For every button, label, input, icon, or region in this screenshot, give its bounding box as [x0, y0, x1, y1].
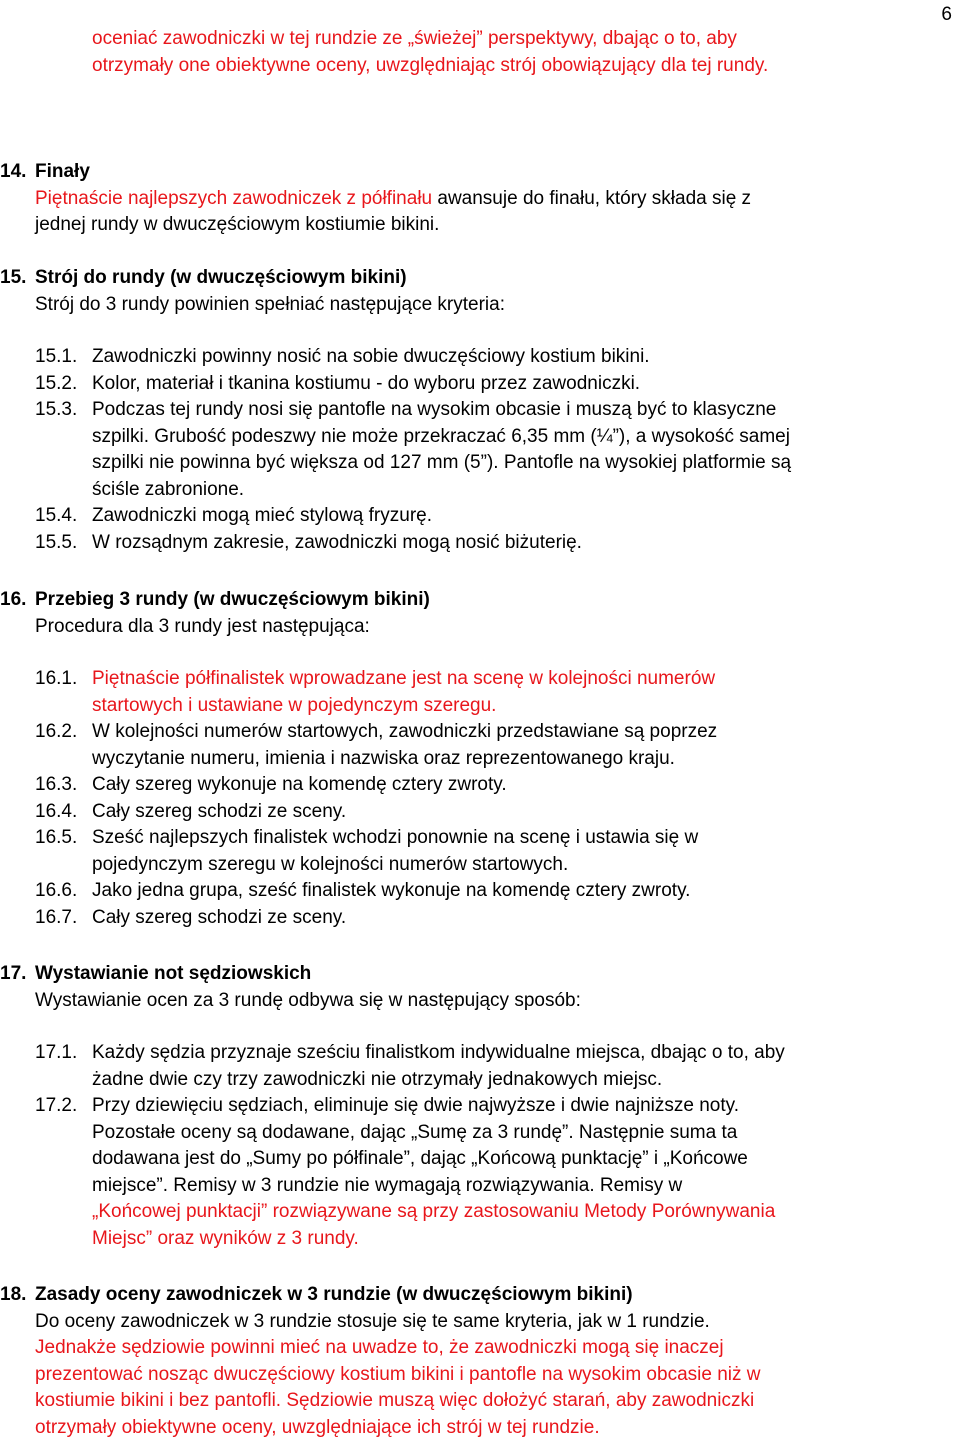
- item-number: 17.2.: [35, 1095, 78, 1116]
- list-item: [35, 1040, 946, 1093]
- intro-paragraph: [92, 26, 946, 79]
- section-14: [0, 159, 946, 239]
- section-number: 15.: [0, 267, 27, 288]
- list-item: [35, 397, 946, 503]
- item-text: Zawodniczki mogą mieć stylową fryzurę.: [92, 505, 432, 526]
- item-text: Miejsc” oraz wyników z 3 rundy.: [92, 1227, 359, 1249]
- section-heading: [0, 265, 946, 292]
- list-item: [35, 825, 946, 878]
- section-text: [35, 186, 946, 213]
- item-text: Piętnaście półfinalistek wprowadzane jest na scenę w kolejności numerów: [92, 668, 716, 689]
- item-number: 16.5.: [35, 827, 78, 848]
- section-number: 18.: [0, 1284, 27, 1305]
- item-text: Zawodniczki powinny nosić na sobie dwuczęściowy kostium bikini.: [92, 346, 650, 367]
- item-number: 16.2.: [35, 721, 78, 742]
- section-text: jednej rundy w dwuczęściowym kostiumie bikini.: [35, 214, 440, 235]
- list-item: [35, 772, 946, 799]
- section-heading: [0, 961, 946, 988]
- item-text: miejsce”. Remisy w 3 rundzie nie wymagają rozwiązywania. Remisy w: [92, 1174, 683, 1196]
- list-item: [35, 503, 946, 530]
- section-title: Wystawianie not sędziowskich: [35, 963, 312, 984]
- section-heading: [0, 587, 946, 614]
- item-text: Pozostałe oceny są dodawane, dając „Sumę za 3 rundę”. Następnie suma ta: [92, 1121, 738, 1143]
- item-number: 15.2.: [35, 372, 78, 394]
- intro-line: otrzymały one obiektywne oceny, uwzględniając strój obowiązujący dla tej rundy.: [92, 54, 769, 76]
- section-15: [0, 265, 946, 556]
- section-heading: [0, 1282, 946, 1309]
- item-text: Jako jedna grupa, sześć finalistek wykonuje na komendę cztery zwroty.: [92, 880, 691, 901]
- list-item: [35, 1093, 946, 1252]
- section-heading: [0, 159, 946, 186]
- item-text: wyczytanie numeru, imienia i nazwiska oraz reprezentowanego kraju.: [92, 747, 675, 769]
- section-text: Jednakże sędziowie powinni mieć na uwadze to, że zawodniczki mogą się inaczej: [35, 1337, 724, 1358]
- item-number: 16.6.: [35, 880, 78, 901]
- item-text: „Końcowej punktacji” rozwiązywane są przy zastosowaniu Metody Porównywania: [92, 1201, 776, 1222]
- item-number: 15.5.: [35, 531, 78, 553]
- item-text: Przy dziewięciu sędziach, eliminuje się dwie najwyższe i dwie najniższe noty.: [92, 1095, 739, 1116]
- item-text: Cały szereg wykonuje na komendę cztery zwroty.: [92, 774, 507, 795]
- section-text: prezentować nosząc dwuczęściowy kostium bikini i pantofle na wysokim obcasie niż w: [35, 1363, 761, 1385]
- section-title: Zasady oceny zawodniczek w 3 rundzie (w dwuczęściowym bikini): [35, 1284, 633, 1305]
- intro-line: oceniać zawodniczki w tej rundzie ze „świeżej” perspektywy, dbając o to, aby: [92, 28, 737, 49]
- section-intro: Do oceny zawodniczek w 3 rundzie stosuje się te same kryteria, jak w 1 rundzie.: [35, 1310, 710, 1332]
- item-text: szpilki nie powinna być większa od 127 mm (5”). Pantofle na wysokiej platformie są: [92, 452, 792, 473]
- list-item: [35, 719, 946, 772]
- item-text: startowych i ustawiane w pojedynczym szeregu.: [92, 694, 497, 716]
- item-text: Każdy sędzia przyznaje sześciu finalistkom indywidualne miejsca, dbając o to, aby: [92, 1042, 785, 1063]
- section-title: Finały: [35, 161, 90, 182]
- list-item: [35, 666, 946, 719]
- section-title: Przebieg 3 rundy (w dwuczęściowym bikini): [35, 589, 430, 610]
- item-text: Podczas tej rundy nosi się pantofle na wysokim obcasie i muszą być to klasyczne: [92, 399, 777, 420]
- list-item: [35, 371, 946, 398]
- item-number: 15.1.: [35, 346, 78, 367]
- item-number: 15.4.: [35, 505, 78, 526]
- list-item: [35, 905, 946, 932]
- item-text: żadne dwie czy trzy zawodniczki nie otrzymały jednakowych miejsc.: [92, 1068, 663, 1090]
- body-text: awansuje do finału, który składa się z: [432, 187, 752, 209]
- section-text: kostiumie bikini i bez pantofli. Sędziowie muszą więc dołożyć starań, aby zawodniczki: [35, 1390, 755, 1411]
- section-number: 14.: [0, 161, 27, 182]
- list-item: [35, 799, 946, 826]
- item-text: W rozsądnym zakresie, zawodniczki mogą nosić biżuterię.: [92, 531, 582, 553]
- item-text: Cały szereg schodzi ze sceny.: [92, 906, 347, 928]
- item-number: 15.3.: [35, 399, 78, 420]
- item-text: pojedynczym szeregu w kolejności numerów startowych.: [92, 853, 569, 875]
- highlight-text: Piętnaście najlepszych zawodniczek z półfinału: [35, 187, 433, 209]
- item-number: 17.1.: [35, 1042, 78, 1063]
- section-18: [0, 1282, 946, 1441]
- item-text: Sześć najlepszych finalistek wchodzi ponownie na scenę i ustawia się w: [92, 827, 699, 848]
- section-17: [0, 961, 946, 1252]
- section-intro: Procedura dla 3 rundy jest następująca:: [35, 615, 370, 637]
- item-text: szpilki. Grubość podeszwy nie może przekraczać 6,35 mm (¼”), a wysokość samej: [92, 425, 790, 447]
- item-number: 16.3.: [35, 774, 78, 795]
- section-16: [0, 587, 946, 931]
- page-number: 6: [941, 4, 952, 25]
- item-number: 16.4.: [35, 800, 78, 822]
- item-text: Kolor, materiał i tkanina kostiumu - do wyboru przez zawodniczki.: [92, 372, 641, 394]
- section-number: 16.: [0, 589, 27, 610]
- section-number: 17.: [0, 963, 27, 984]
- list-item: [35, 344, 946, 371]
- item-number: 16.7.: [35, 906, 78, 928]
- item-text: ściśle zabronione.: [92, 478, 245, 500]
- list-item: [35, 530, 946, 557]
- section-title: Strój do rundy (w dwuczęściowym bikini): [35, 267, 407, 288]
- item-number: 16.1.: [35, 668, 78, 689]
- section-intro: Wystawianie ocen za 3 rundę odbywa się w następujący sposób:: [35, 989, 581, 1011]
- item-text: dodawana jest do „Sumy po półfinale”, dając „Końcową punktację” i „Końcowe: [92, 1148, 748, 1169]
- item-text: Cały szereg schodzi ze sceny.: [92, 800, 347, 822]
- item-text: W kolejności numerów startowych, zawodniczki przedstawiane są poprzez: [92, 721, 718, 742]
- section-text: otrzymały obiektywne oceny, uwzględniające ich strój w tej rundzie.: [35, 1416, 600, 1438]
- section-intro: Strój do 3 rundy powinien spełniać następujące kryteria:: [35, 293, 505, 315]
- list-item: [35, 878, 946, 905]
